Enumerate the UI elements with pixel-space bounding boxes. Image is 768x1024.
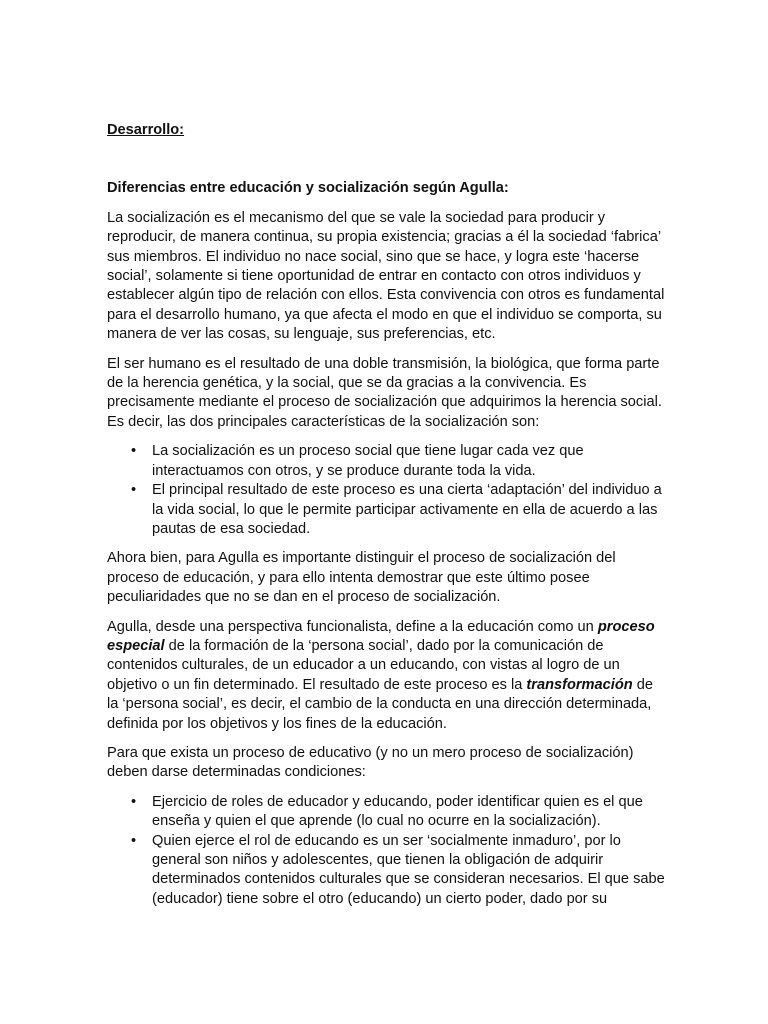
bullet-item: • Ejercicio de roles de educador y educando, poder identificar quien es el que enseña y quien el que aprende (lo cual no ocurre en la socialización). [152,793,667,832]
document-page [107,118,667,909]
paragraph-text: Agulla, desde una perspectiva funcionalista, define a la educación como un [107,618,598,635]
paragraph-socializacion: La socialización es el mecanismo del que se vale la sociedad para producir y reproducir, de manera continua, su propia existencia; gracias a él la sociedad ‘fabrica’ sus miembros. El individuo no nace social, sino que se hace, y logra este ‘hacerse social’, solamente si tiene oportunidad de entrar en contacto con otros individuos y establecer algún tipo de relación con ellos. Esta convivencia con otros es fundamental para el desarrollo humano, ya que afecta el modo en que el individuo se comporta, su manera de ver las cosas, su lenguaje, sus preferencias, etc. [107,209,665,343]
paragraph-text: de la formación de la ‘persona social’, dado por la comunicación de contenidos culturales, de un educador a un educando, con vistas al logro de un objetivo o un fin determinado. El resultado de este proceso es la [107,637,620,693]
paragraph-text: de la ‘persona social’, es decir, el cambio de la conducta en una dirección determinada, definida por los objetivos y los fines de la educación. [107,676,653,732]
subsection-heading: Diferencias entre educación y socialización según Agulla: [107,180,509,197]
paragraph-definicion-educacion [107,618,667,734]
bullet-list-caracteristicas [107,442,667,539]
emphasis-transformacion: transformación [526,676,633,693]
bullet-item: • Quien ejerce el rol de educando es un ser ‘socialmente inmaduro’, por lo general son niños y adolescentes, que tienen la obligación de adquirir determinados contenidos culturales que se consideran necesarios. El que sabe (educador) tiene sobre el otro (educando) un cierto poder, dado por su [152,832,667,910]
paragraph-condiciones: Para que exista un proceso de educativo (y no un mero proceso de socialización) deben darse determinadas condiciones: [107,744,634,781]
bullet-item: • El principal resultado de este proceso es una cierta ‘adaptación’ del individuo a la vida social, lo que le permite participar activamente en ella de acuerdo a las pautas de esa sociedad. [152,481,667,539]
bullet-list-condiciones [107,793,667,909]
emphasis-proceso-especial: proceso especial [107,618,655,654]
paragraph-doble-transmision: El ser humano es el resultado de una doble transmisión, la biológica, que forma parte de la herencia genética, y la social, que se da gracias a la convivencia. Es precisamente mediante el proceso de socialización que adquirimos la herencia social. Es decir, las dos principales características de la socialización son: [107,355,662,430]
section-heading: Desarrollo: [107,122,185,138]
bullet-item: • La socialización es un proceso social que tiene lugar cada vez que interactuamos con otros, y se produce durante toda la vida. [152,442,667,481]
paragraph-distinguir: Ahora bien, para Agulla es importante distinguir el proceso de socialización del proceso de educación, y para ello intenta demostrar que este último posee peculiaridades que no se dan en el proceso de socialización. [107,550,616,606]
